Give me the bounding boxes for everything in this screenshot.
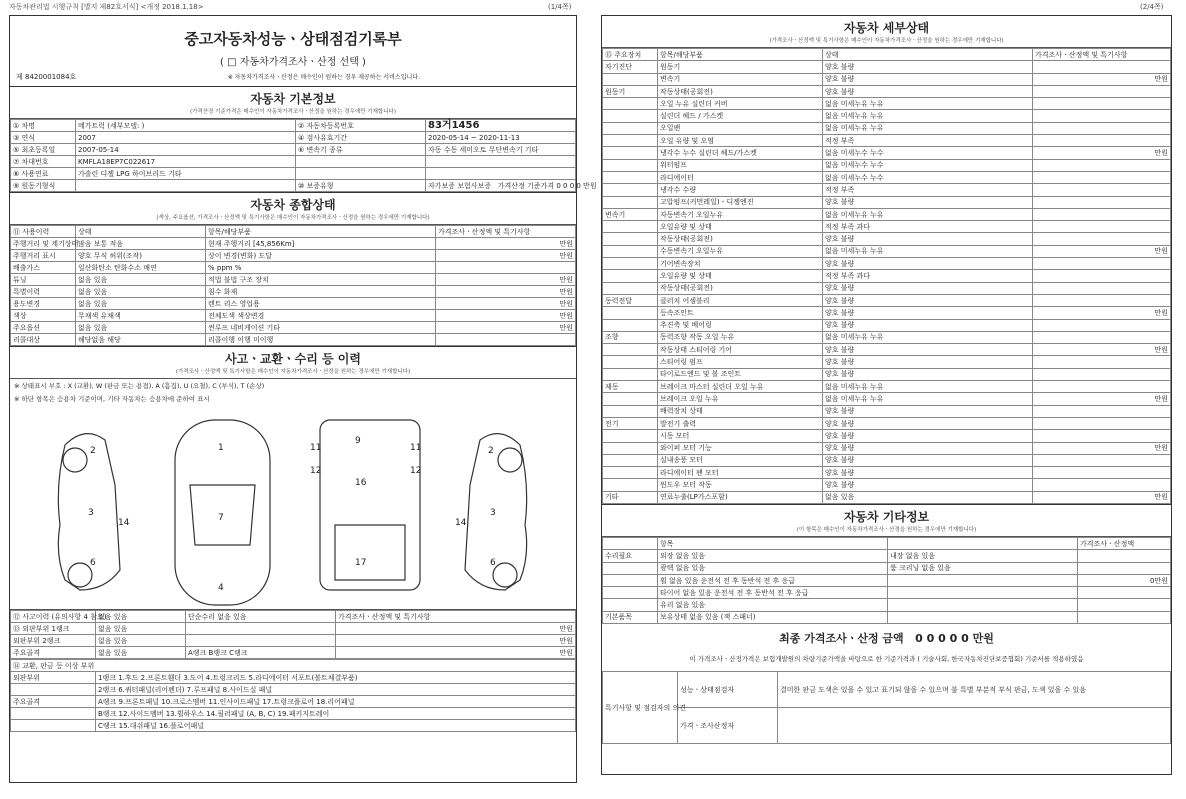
table-row bbox=[603, 417, 1171, 429]
table-cell: 양호 불량 bbox=[823, 85, 1033, 97]
table-row bbox=[603, 122, 1171, 134]
table-row bbox=[603, 587, 1171, 599]
table-cell bbox=[603, 405, 658, 417]
table-cell bbox=[1033, 159, 1171, 171]
svg-text:14: 14 bbox=[118, 518, 130, 528]
svg-text:4: 4 bbox=[218, 583, 224, 593]
overall-title: 자동차 종합상태 bbox=[250, 198, 336, 212]
table-cell: 발전기 출력 bbox=[658, 417, 823, 429]
table-cell bbox=[603, 574, 658, 586]
table-cell: 실린더 헤드 / 가스켓 bbox=[658, 110, 823, 122]
svg-text:3: 3 bbox=[88, 508, 94, 518]
svg-text:2: 2 bbox=[90, 446, 96, 456]
table-cell: 만원 bbox=[1033, 442, 1171, 454]
detail-table: ⑮ 주요장치 항목/해당부품 상태 가격조사ㆍ산정액 및 특기사항 자기진단 원동기 양호 불량 변속기 양호 불량 만원 원동기 작동상태(공회전) 양호 불량 오일 누유 실린더 커버 없음 미세누유 누유 실린더 헤드 / 가스켓 없음 미세누유 누유 오일팬 없음 미세누유 누유 오일 유량 및 오염 적정 부족 냉각수 누수 실린더 헤드/가스켓 없음 미세누수 누수 만원 워터펌프 없음 미세누수 누수 라디에이터 없음 미세누수 누수 냉각수 수량 적정 부족 고압펌프(커먼레일) - 디젤엔진 양호 불량 변속기 자동변속기 오일누유 없음 미세누유 누유 오일유량 및 상태 적정 부족 과다 작동상태(공회전) 양호 불량 수동변속기 오일누유 없음 미세누유 누유 만원 기어변속장치 양호 불량 오일유량 및 상태 적정 부족 과다 작동상태(공회전) 양호 불량 동력전달 클러치 어셈블리 양호 불량 등속조인트 양호 불량 만원 추진축 및 베어링 양호 불량 조향 동력조향 작동 오일 누유 없음 미세누유 누유 작동상태 스티어링 기어 양호 불량 만원 스티어링 펌프 양호 불량 타이로드엔드 및 볼 조인트 양호 불량 제동 브레이크 마스터 실린더 오일 누유 없음 미세누유 누유 브레이크 오일 누유 없음 미세누유 누유 만원 배력장치 상태 양호 불량 전기 발전기 출력 양호 불량 시동 모터 양호 불량 와이퍼 모터 기능 양호 불량 만원 실내송풍 모터 양호 불량 라디에이터 팬 모터 양호 불량 윈도우 모터 작동 양호 불량 기타 연료누출(LP가스포함) 없음 있음 만원 bbox=[602, 48, 1171, 504]
table-row bbox=[603, 294, 1171, 306]
table-cell: 작동상태(공회전) bbox=[658, 85, 823, 97]
car-diagram bbox=[10, 405, 576, 610]
table-cell: 없음 미세누유 누유 bbox=[823, 381, 1033, 393]
table-cell bbox=[603, 171, 658, 183]
table-cell bbox=[1033, 270, 1171, 282]
table-cell bbox=[1033, 368, 1171, 380]
table-cell: 없음 미세누유 누유 bbox=[823, 98, 1033, 110]
table-row bbox=[603, 98, 1171, 110]
table-cell: 양호 불량 bbox=[823, 258, 1033, 270]
table-cell: 없음 있음 bbox=[823, 491, 1033, 503]
table-cell bbox=[1033, 319, 1171, 331]
table-cell: 0만원 bbox=[1078, 574, 1171, 586]
svg-text:2: 2 bbox=[488, 446, 494, 456]
table-cell bbox=[603, 356, 658, 368]
table-cell bbox=[603, 184, 658, 196]
table-cell bbox=[603, 159, 658, 171]
table-cell: 만원 bbox=[1033, 245, 1171, 257]
table-row bbox=[603, 258, 1171, 270]
table-cell bbox=[1033, 184, 1171, 196]
table-cell: 양호 불량 bbox=[823, 405, 1033, 417]
accident-table: ⑫ 사고이력 (유의사항 4 참조) 없음 있음 단순수리 없음 있음 가격조사ㆍ산정액 및 특기사항 ⑬ 외판부위 1랭크 없음 있음 만원 외판부위 2랭크 없음 있음 만원 주요골격 없음 있음 A랭크 B랭크 C랭크 만원 bbox=[10, 610, 576, 659]
table-cell bbox=[603, 319, 658, 331]
table-cell bbox=[1078, 611, 1171, 623]
table-cell bbox=[1033, 258, 1171, 270]
table-cell: 양호 불량 bbox=[823, 294, 1033, 306]
table-cell bbox=[1033, 135, 1171, 147]
table-cell: 배력장치 상태 bbox=[658, 405, 823, 417]
table-cell bbox=[603, 98, 658, 110]
table-cell bbox=[1033, 454, 1171, 466]
table-row bbox=[603, 393, 1171, 405]
table-cell: 브레이크 마스터 실린더 오일 누유 bbox=[658, 381, 823, 393]
table-cell: 없음 미세누수 누수 bbox=[823, 147, 1033, 159]
table-cell: 광택 없음 있음 bbox=[658, 562, 888, 574]
svg-text:11: 11 bbox=[310, 443, 322, 453]
table-cell: 양호 불량 bbox=[823, 454, 1033, 466]
table-cell: 없음 미세누유 누유 bbox=[823, 331, 1033, 343]
table-cell bbox=[1033, 208, 1171, 220]
detail-title: 자동차 세부상태 bbox=[843, 21, 930, 35]
table-row bbox=[603, 147, 1171, 159]
table-cell: 타이로드엔드 및 볼 조인트 bbox=[658, 368, 823, 380]
table-cell: 변속기 bbox=[658, 73, 823, 85]
table-cell: 없음 미세누유 누유 bbox=[823, 122, 1033, 134]
table-cell: 작동상태(공회전) bbox=[658, 282, 823, 294]
table-cell: 유리 없음 있음 bbox=[658, 599, 888, 611]
table-cell: 양호 불량 bbox=[823, 319, 1033, 331]
table-cell bbox=[603, 73, 658, 85]
svg-text:16: 16 bbox=[355, 478, 367, 488]
table-row bbox=[603, 171, 1171, 183]
table-cell bbox=[603, 147, 658, 159]
table-cell bbox=[1033, 381, 1171, 393]
table-cell bbox=[1033, 282, 1171, 294]
table-cell bbox=[888, 587, 1078, 599]
table-row bbox=[603, 208, 1171, 220]
accident-title: 사고ㆍ교환ㆍ수리 등 이력 bbox=[225, 352, 361, 366]
table-cell bbox=[1078, 550, 1171, 562]
table-cell: 만원 bbox=[1033, 307, 1171, 319]
table-cell: 동력전달 bbox=[603, 294, 658, 306]
table-cell: 양호 불량 bbox=[823, 430, 1033, 442]
table-cell: 윈도우 모터 작동 bbox=[658, 479, 823, 491]
table-cell bbox=[1033, 405, 1171, 417]
svg-text:6: 6 bbox=[490, 558, 496, 568]
table-cell bbox=[1078, 599, 1171, 611]
table-cell: 양호 불량 bbox=[823, 73, 1033, 85]
table-cell bbox=[603, 393, 658, 405]
table-row bbox=[603, 61, 1171, 73]
basic-info-title: 자동차 기본정보 bbox=[250, 92, 336, 106]
svg-text:17: 17 bbox=[355, 558, 367, 568]
table-cell bbox=[603, 196, 658, 208]
table-cell: 등속조인트 bbox=[658, 307, 823, 319]
table-cell: 만원 bbox=[1033, 73, 1171, 85]
svg-text:1: 1 bbox=[218, 443, 224, 453]
table-cell: 오일유량 및 상태 bbox=[658, 221, 823, 233]
table-row bbox=[603, 73, 1171, 85]
table-row bbox=[603, 245, 1171, 257]
table-cell bbox=[1033, 122, 1171, 134]
table-cell bbox=[1033, 233, 1171, 245]
table-row bbox=[603, 159, 1171, 171]
table-cell bbox=[603, 245, 658, 257]
table-cell: 자기진단 bbox=[603, 61, 658, 73]
basic-info-note: (가격산정 기준가격은 매수인이 자동차가격조사ㆍ산정을 원하는 경우에만 기재합니다) bbox=[189, 109, 397, 115]
table-cell: 적정 부족 과다 bbox=[823, 221, 1033, 233]
other-title: 자동차 기타정보 bbox=[843, 509, 930, 524]
table-cell bbox=[1033, 110, 1171, 122]
table-cell: 조향 bbox=[603, 331, 658, 343]
table-cell: 수리필요 bbox=[603, 550, 658, 562]
table-cell: 기타 bbox=[603, 491, 658, 503]
page-number-2: (2/4쪽) bbox=[1140, 3, 1164, 11]
table-cell: 냉각수 수량 bbox=[658, 184, 823, 196]
overall-table: ⑪ 사용이력 상태 항목/해당부품 가격조사ㆍ산정액 및 특기사항 주행거리 및 계기상태 많음 보통 적음 현재 주행거리 [45,856Km] 만원 주행거리 표시 양호 무식 허위(조작) 상이 변경(변화) 도달 만원 배출가스 일산화탄소 탄화수소 매연 % ppm % 튜닝 없음 있음 적법 불법 구조 장치 만원 특별이력 없음 있음 침수 화재 만원 용도변경 없음 있음 렌트 리스 영업용 만원 색상 무채색 유채색 전체도색 색상변경 만원 주요옵션 없음 있음 썬루프 네비게이션 기타 만원 리콜대상 해당없음 해당 리콜이행 이행 미이행 bbox=[10, 225, 576, 346]
table-cell: 없음 미세누수 누수 bbox=[823, 159, 1033, 171]
table-row bbox=[603, 85, 1171, 97]
plate-number: 83거1456 bbox=[426, 120, 576, 132]
table-row bbox=[603, 282, 1171, 294]
svg-text:12: 12 bbox=[410, 466, 422, 476]
table-cell: 라디에이터 bbox=[658, 171, 823, 183]
svg-text:12: 12 bbox=[310, 466, 322, 476]
table-cell bbox=[1033, 294, 1171, 306]
table-cell: 오일 유량 및 오염 bbox=[658, 135, 823, 147]
page-title: 중고자동차성능ㆍ상태점검기록부 bbox=[184, 30, 402, 48]
table-cell: 양호 불량 bbox=[823, 61, 1033, 73]
table-cell: 작동상태 스티어링 기어 bbox=[658, 344, 823, 356]
table-cell: 원동기 bbox=[658, 61, 823, 73]
table-cell bbox=[888, 574, 1078, 586]
svg-text:9: 9 bbox=[355, 436, 361, 446]
table-cell bbox=[888, 599, 1078, 611]
table-cell: 실내송풍 모터 bbox=[658, 454, 823, 466]
table-cell: 제동 bbox=[603, 381, 658, 393]
table-cell bbox=[1033, 61, 1171, 73]
table-cell bbox=[1033, 467, 1171, 479]
table-row bbox=[603, 574, 1171, 586]
table-cell: 양호 불량 bbox=[823, 196, 1033, 208]
table-cell bbox=[1033, 479, 1171, 491]
svg-text:6: 6 bbox=[90, 558, 96, 568]
other-table: 항목 가격조사ㆍ산정액 수리필요 외장 없음 있음 내장 없음 있음 광택 없음 있음 룸 크리닝 없음 있음 휠 없음 있음 운전석 전 후 동반석 전 후 응급 0만원 타이어 없음 있음 운전석 전 후 동반석 전 후 응급 유리 없음 있음 기본품목 보유상태 없음 있음 (잭 스패너) bbox=[602, 537, 1171, 624]
page-subtitle: ( □ 자동차가격조사ㆍ산정 선택 ) bbox=[220, 57, 366, 68]
table-cell bbox=[603, 344, 658, 356]
table-cell: 스티어링 펌프 bbox=[658, 356, 823, 368]
table-cell: 없음 미세누수 누수 bbox=[823, 171, 1033, 183]
table-cell bbox=[1078, 587, 1171, 599]
svg-text:3: 3 bbox=[490, 508, 496, 518]
table-cell: 라디에이터 팬 모터 bbox=[658, 467, 823, 479]
table-cell bbox=[1033, 196, 1171, 208]
table-row bbox=[603, 221, 1171, 233]
table-row bbox=[603, 319, 1171, 331]
table-cell bbox=[603, 599, 658, 611]
table-cell bbox=[603, 258, 658, 270]
table-cell bbox=[603, 233, 658, 245]
table-row bbox=[603, 479, 1171, 491]
final-price: 최종 가격조사ㆍ산정 금액 0 0 0 0 0 만원 bbox=[779, 632, 994, 646]
table-cell bbox=[603, 110, 658, 122]
odometer: 현재 주행거리 [45,856Km] bbox=[206, 238, 436, 250]
table-cell bbox=[1033, 417, 1171, 429]
table-cell: 휠 없음 있음 운전석 전 후 동반석 전 후 응급 bbox=[658, 574, 888, 586]
table-cell bbox=[1033, 221, 1171, 233]
table-cell: 시동 모터 bbox=[658, 430, 823, 442]
page-2: 자동차 세부상태 (가격조사ㆍ산정액 및 특기사항은 매수인이 자동차가격조사ㆍ산정을 원하는 경우에만 기재합니다) ⑮ 주요장치 항목/해당부품 상태 가격조사ㆍ산정액 및 특기사항 자기진단 원동기 양호 불량 변속기 양호 불량 만원 원동기 작동상태(공회전) 양호 불량 오일 누유 실린더 커버 없음 미세누유 누유 실린더 헤드 / 가스켓 없음 미세누유 누유 오일팬 없음 미세누유 누유 오일 유량 및 오염 적정 부족 냉각수 누수 실린더 헤드/가스켓 없음 미세누수 누수 만원 워터펌프 없음 미세누수 누수 라디에이터 없음 미세누수 누수 냉각수 수량 적정 부족 고압펌프(커먼레일) - 디젤엔진 양호 불량 변속기 자동변속기 오일누유 없음 미세누유 누유 오일유량 및 상태 적정 부족 과다 작동상태(공회전) 양호 불량 수동변속기 오일누유 없음 미세누유 누유 만원 기어변속장치 양호 불량 오일유량 및 상태 적정 부족 과다 작동상태(공회전) 양호 불량 동력전달 클러치 어셈블리 양호 불량 등속조인트 양호 불량 만원 추진축 및 베어링 양호 불량 조향 동력조향 작동 오일 누유 없음 미세누유 누유 작동상태 스티어링 기어 양호 불량 만원 스티어링 펌프 양호 불량 타이로드엔드 및 볼 조인트 양호 불량 제동 브레이크 마스터 실린더 오일 누유 없음 미세누유 누유 브레이크 오일 누유 없음 미세누유 누유 만원 배력장치 상태 양호 불량 전기 발전기 출력 양호 불량 시동 모터 양호 불량 와이퍼 모터 기능 양호 불량 만원 실내송풍 모터 양호 불량 라디에이터 팬 모터 양호 불량 윈도우 모터 작동 양호 불량 기타 연료누출(LP가스포함) 없음 있음 만원 자동차 기타정보 (이 항목은 매수인이 자동차가격조사ㆍ산정을 원하는 경우에만 기재합니다) 항목 가격조사ㆍ산정액 수리필요 외장 없음 있음 내장 없음 있음 광택 없음 있음 룸 크리닝 없음 있음 휠 없음 있음 운전석 전 후 동반석 전 후 응급 0만원 타이어 없음 있음 운전석 전 후 동반석 전 후 응급 유리 없음 있음 기본품목 보유상태 없음 있음 (잭 스패너) 최종 가격조사ㆍ산정 금액 0 0 0 0 0 만원 이 가격조사ㆍ산정가격은 보험개발원의 차량기준가액을 바탕으로 한 기준가격과 ( 기술사회, 한국자동차진단보증협회) 기준서를 적용하였음 특기사항 및 점검자의 의견 성능ㆍ상태점검자 결미한 판금 도색은 있을 수 있고 표기되 않을 수 있으며 불 특별 부분적 부식 판금, 도색 있을 수 있음 가격ㆍ조사산정자 bbox=[601, 15, 1172, 775]
table-cell bbox=[1033, 356, 1171, 368]
table-cell: 오일 누유 실린더 커버 bbox=[658, 98, 823, 110]
table-cell: 브레이크 오일 누유 bbox=[658, 393, 823, 405]
table-cell: 없음 미세누유 누유 bbox=[823, 110, 1033, 122]
table-cell: 양호 불량 bbox=[823, 417, 1033, 429]
car-outline-svg bbox=[10, 405, 576, 610]
table-cell: 만원 bbox=[1033, 344, 1171, 356]
page-number-1: (1/4쪽) bbox=[548, 3, 572, 11]
table-cell: 룸 크리닝 없음 있음 bbox=[888, 562, 1078, 574]
table-cell bbox=[603, 562, 658, 574]
table-cell: 기본품목 bbox=[603, 611, 658, 623]
table-cell bbox=[1033, 98, 1171, 110]
table-row bbox=[603, 381, 1171, 393]
table-cell: 적정 부족 bbox=[823, 135, 1033, 147]
table-cell: 없음 미세누유 누유 bbox=[823, 208, 1033, 220]
table-row bbox=[603, 467, 1171, 479]
table-cell: 추진축 및 베어링 bbox=[658, 319, 823, 331]
table-cell: 양호 불량 bbox=[823, 368, 1033, 380]
table-cell bbox=[603, 479, 658, 491]
table-cell bbox=[603, 122, 658, 134]
table-cell: 양호 불량 bbox=[823, 467, 1033, 479]
table-cell: 전기 bbox=[603, 417, 658, 429]
table-row bbox=[603, 442, 1171, 454]
table-cell: 자동변속기 오일누유 bbox=[658, 208, 823, 220]
table-row bbox=[603, 196, 1171, 208]
table-row bbox=[603, 184, 1171, 196]
table-cell bbox=[603, 430, 658, 442]
svg-text:11: 11 bbox=[410, 443, 422, 453]
table-cell: 양호 불량 bbox=[823, 356, 1033, 368]
table-row bbox=[603, 344, 1171, 356]
table-cell bbox=[603, 442, 658, 454]
table-cell: 내장 없음 있음 bbox=[888, 550, 1078, 562]
doc-note: ※ 자동차가격조사ㆍ산정은 매수인이 원하는 경우 제공하는 서비스입니다. bbox=[227, 74, 420, 81]
table-cell: 없음 미세누유 누유 bbox=[823, 393, 1033, 405]
table-cell bbox=[1078, 562, 1171, 574]
table-cell: 오일팬 bbox=[658, 122, 823, 134]
table-cell bbox=[1033, 331, 1171, 343]
table-cell: 원동기 bbox=[603, 85, 658, 97]
table-cell bbox=[603, 221, 658, 233]
table-row bbox=[603, 562, 1171, 574]
table-cell: 양호 불량 bbox=[823, 442, 1033, 454]
table-cell: 작동상태(공회전) bbox=[658, 233, 823, 245]
table-row bbox=[603, 454, 1171, 466]
table-row bbox=[603, 491, 1171, 503]
table-row bbox=[603, 430, 1171, 442]
table-cell: 양호 불량 bbox=[823, 344, 1033, 356]
table-cell bbox=[603, 587, 658, 599]
table-cell: 보유상태 없음 있음 (잭 스패너) bbox=[658, 611, 888, 623]
table-cell: 적정 부족 bbox=[823, 184, 1033, 196]
form-header: 자동차관리법 시행규칙 [별지 제82호서식] <개정 2018.1.18> bbox=[9, 3, 204, 11]
table-cell: 클러치 어셈블리 bbox=[658, 294, 823, 306]
page-1: 중고자동차성능ㆍ상태점검기록부 ( □ 자동차가격조사ㆍ산정 선택 ) 제 8420001084호 ※ 자동차가격조사ㆍ산정은 매수인이 원하는 경우 제공하는 서비스입니다. 자동차 기본정보 (가격산정 기준가격은 매수인이 자동차가격조사ㆍ산정을 원하는 경우에만 기재합니다) ① 차명 메가트럭 (세부모델: ) ② 자동차등록번호 83거1456 ③ 연식 2007 ④ 검사유효기간 2020-05-14 ~ 2020-11-13 ⑤ 최초등록일 2007-05-14 ⑥ 변속기 종류 자동 수동 세미오토 무단변속기 기타 ⑦ 차대번호 KMFLA18EP7C022617 ⑧ 사용연료 가솔린 디젤 LPG 하이브리드 기타 ⑨ 원동기형식 ⑩ 보증유형 자가보증 보험사보증 가격산정 기준가격 0 0 0 0 만원 자동차 종합상태 (색상, 주요옵션, 가격조사ㆍ산정액 및 특기사항은 매수인이 자동차가격조사ㆍ산정을 원하는 경우에만 기재합니다) ⑪ 사용이력 상태 항목/해당부품 가격조사ㆍ산정액 및 특기사항 주행거리 및 계기상태 많음 보통 적음 현재 주행거리 [45,856Km] 만원 주행거리 표시 양호 무식 허위(조작) 상이 변경(변화) 도달 만원 배출가스 일산화탄소 탄화수소 매연 % ppm % 튜닝 없음 있음 적법 불법 구조 장치 만원 특별이력 없음 있음 침수 화재 만원 용도변경 없음 있음 렌트 리스 영업용 만원 색상 무채색 유채색 전체도색 색상변경 만원 주요옵션 없음 있음 썬루프 네비게이션 기타 만원 리콜대상 해당없음 해당 리콜이행 이행 미이행 사고ㆍ교환ㆍ수리 등 이력 (가격조사ㆍ산정액 및 특기사항은 매수인이 자동차가격조사ㆍ산정을 원하는 경우에만 기재합니다) ※ 상태표시 부호 : X (교환), W (판금 또는 용접), A (흠집), U (요철), C (부식), T (손상) ※ 하단 항목은 승용차 기준이며, 기타 자동차는 승용차에 준하여 표시 2 3 14 6 1 7 4 9 16 17 11 11 12 12 2 3 14 6 ⑫ 사고이력 (유의사항 4 참조) 없음 있음 단순수리 없음 있음 가격조사ㆍ산정액 및 특기사항 ⑬ 외판부위 1랭크 없음 있음 만원 외판부위 2랭크 없음 있음 만원 주요골격 없음 있음 A랭크 B랭크 C랭크 만원 ⑭ 교환, 판금 등 이상 부위 외판부위 1랭크 1.후드 2.프론트휀더 3.도어 4.트렁크리드 5.라디에이터 서포트(볼트체결부품) 2랭크 6.쿼터패널(리어펜더) 7.루프패널 8.사이드실 패널 주요골격 A랭크 9.프론트패널 10.크로스멤버 11.인사이드패널 17.트렁크플로어 18.리어패널 B랭크 12.사이드멤버 13.휠하우스 14.필러패널 (A, B, C) 19.패키지트레이 C랭크 15.대쉬패널 16.플로어패널 bbox=[9, 15, 577, 783]
table-row bbox=[603, 405, 1171, 417]
table-cell: 냉각수 누수 실린더 헤드/가스켓 bbox=[658, 147, 823, 159]
table-cell: 타이어 없음 있음 운전석 전 후 동반석 전 후 응급 bbox=[658, 587, 888, 599]
table-cell: 만원 bbox=[1033, 393, 1171, 405]
table-cell: 없음 미세누유 누유 bbox=[823, 245, 1033, 257]
svg-text:7: 7 bbox=[218, 513, 224, 523]
table-cell: 연료누출(LP가스포함) bbox=[658, 491, 823, 503]
table-row bbox=[603, 307, 1171, 319]
remarks-table: 특기사항 및 점검자의 의견 성능ㆍ상태점검자 결미한 판금 도색은 있을 수 있고 표기되 않을 수 있으며 불 특별 부분적 부식 판금, 도색 있을 수 있음 가격ㆍ조사산정자 bbox=[602, 671, 1171, 744]
table-cell bbox=[603, 282, 658, 294]
table-cell: 양호 불량 bbox=[823, 307, 1033, 319]
table-cell: 만원 bbox=[1033, 147, 1171, 159]
table-row bbox=[603, 356, 1171, 368]
table-cell: 수동변속기 오일누유 bbox=[658, 245, 823, 257]
table-row bbox=[603, 270, 1171, 282]
table-cell bbox=[1033, 85, 1171, 97]
table-cell bbox=[603, 368, 658, 380]
table-row bbox=[603, 599, 1171, 611]
table-cell: 양호 불량 bbox=[823, 282, 1033, 294]
table-row bbox=[603, 550, 1171, 562]
table-row bbox=[603, 368, 1171, 380]
table-cell bbox=[603, 467, 658, 479]
table-cell bbox=[603, 307, 658, 319]
table-cell: 동력조향 작동 오일 누유 bbox=[658, 331, 823, 343]
table-cell: 와이퍼 모터 기능 bbox=[658, 442, 823, 454]
table-cell: 양호 불량 bbox=[823, 479, 1033, 491]
svg-text:14: 14 bbox=[455, 518, 467, 528]
parts-table: ⑭ 교환, 판금 등 이상 부위 외판부위 1랭크 1.후드 2.프론트휀더 3.도어 4.트렁크리드 5.라디에이터 서포트(볼트체결부품) 2랭크 6.쿼터패널(리어펜더) 7.루프패널 8.사이드실 패널 주요골격 A랭크 9.프론트패널 10.크로스멤버 11.인사이드패널 17.트렁크플로어 18.리어패널 B랭크 12.사이드멤버 13.휠하우스 14.필러패널 (A, B, C) 19.패키지트레이 C랭크 15.대쉬패널 16.플로어패널 bbox=[10, 659, 576, 732]
table-cell: 워터펌프 bbox=[658, 159, 823, 171]
table-cell: 변속기 bbox=[603, 208, 658, 220]
table-cell: 외장 없음 있음 bbox=[658, 550, 888, 562]
table-cell bbox=[1033, 171, 1171, 183]
table-cell bbox=[1033, 430, 1171, 442]
table-row bbox=[603, 611, 1171, 623]
table-row bbox=[603, 331, 1171, 343]
table-row bbox=[603, 233, 1171, 245]
table-cell bbox=[603, 270, 658, 282]
table-cell: 적정 부족 과다 bbox=[823, 270, 1033, 282]
table-cell bbox=[888, 611, 1078, 623]
table-cell: 기어변속장치 bbox=[658, 258, 823, 270]
table-cell: 오일유량 및 상태 bbox=[658, 270, 823, 282]
table-cell: 양호 불량 bbox=[823, 233, 1033, 245]
basic-info-table: ① 차명 메가트럭 (세부모델: ) ② 자동차등록번호 83거1456 ③ 연식 2007 ④ 검사유효기간 2020-05-14 ~ 2020-11-13 ⑤ 최초등록일 2007-05-14 ⑥ 변속기 종류 자동 수동 세미오토 무단변속기 기타 ⑦ 차대번호 KMFLA18EP7C022617 ⑧ 사용연료 가솔린 디젤 LPG 하이브리드 기타 ⑨ 원동기형식 ⑩ 보증유형 자가보증 보험사보증 가격산정 기준가격 0 0 0 0 만원 bbox=[10, 119, 576, 192]
table-cell: 고압펌프(커먼레일) - 디젤엔진 bbox=[658, 196, 823, 208]
table-cell: 만원 bbox=[1033, 491, 1171, 503]
table-row bbox=[603, 110, 1171, 122]
table-cell bbox=[603, 135, 658, 147]
doc-number: 제 8420001084호 bbox=[16, 73, 77, 81]
table-cell bbox=[603, 454, 658, 466]
table-row bbox=[603, 135, 1171, 147]
